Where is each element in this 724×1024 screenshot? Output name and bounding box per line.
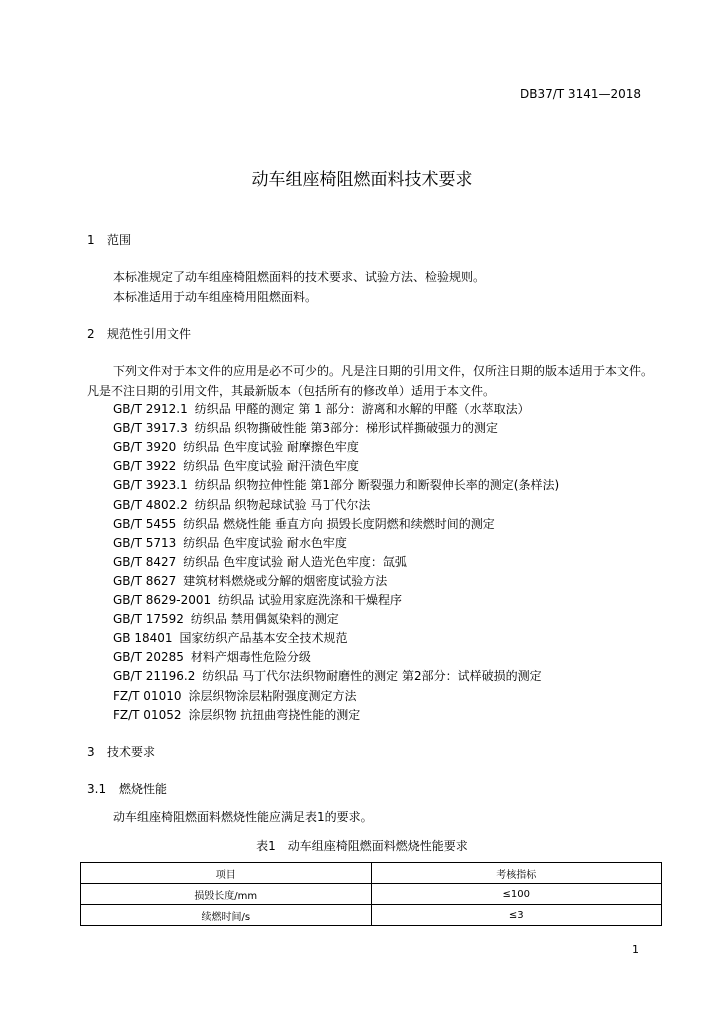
reference-item (113, 553, 407, 570)
reference-code: GB/T 3922 (113, 459, 177, 473)
reference-title: 建筑材料燃烧或分解的烟密度试验方法 (183, 574, 388, 588)
reference-title: 涂层织物 抗扭曲弯挠性能的测定 (188, 708, 361, 722)
reference-item (113, 629, 348, 646)
reference-item (113, 438, 359, 455)
section-1-heading (87, 231, 131, 248)
section-3-1-heading (87, 780, 167, 797)
section-title: 燃烧性能 (119, 782, 168, 796)
reference-code: GB/T 3920 (113, 440, 177, 454)
document-title: 动车组座椅阻燃面料技术要求 (251, 170, 473, 190)
combustion-paragraph: 动车组座椅阻燃面料燃烧性能应满足表1的要求。 (113, 810, 373, 824)
reference-code: GB/T 8627 (113, 574, 177, 588)
reference-title: 纺织品 甲醛的测定 第 1 部分：游离和水解的甲醛（水萃取法） (194, 402, 530, 416)
reference-code: FZ/T 01010 (113, 689, 182, 703)
table-cell: 损毁长度/mm (81, 884, 372, 905)
reference-item (113, 534, 347, 551)
section-number: 3.1 (87, 782, 107, 796)
reference-title: 纺织品 马丁代尔法织物耐磨性的测定 第2部分：试样破损的测定 (202, 669, 542, 683)
reference-code: GB/T 3923.1 (113, 478, 188, 492)
reference-item (113, 572, 387, 589)
section-3-heading (87, 743, 155, 760)
reference-item (113, 706, 360, 723)
section-number: 2 (87, 327, 95, 341)
reference-item (113, 515, 495, 532)
reference-title: 纺织品 织物撕破性能 第3部分：梯形试样撕破强力的测定 (194, 421, 498, 435)
reference-title: 纺织品 织物拉伸性能 第1部分 断裂强力和断裂伸长率的测定(条样法) (194, 478, 560, 492)
section-title: 规范性引用文件 (107, 327, 192, 341)
reference-code: GB/T 5713 (113, 536, 177, 550)
reference-item (113, 610, 339, 627)
reference-item (113, 591, 402, 608)
reference-title: 国家纺织产品基本安全技术规范 (179, 631, 348, 645)
reference-title: 纺织品 色牢度试验 耐摩擦色牢度 (183, 440, 359, 454)
reference-code: GB/T 21196.2 (113, 669, 196, 683)
reference-code: GB 18401 (113, 631, 173, 645)
reference-title: 材料产烟毒性危险分级 (190, 650, 311, 664)
table-row (81, 884, 662, 905)
reference-code: FZ/T 01052 (113, 708, 182, 722)
reference-title: 纺织品 燃烧性能 垂直方向 损毁长度阴燃和续燃时间的测定 (183, 517, 495, 531)
references-intro: 下列文件对于本文件的应用是必不可少的。凡是注日期的引用文件，仅所注日期的版本适用于本文件。凡是不注日期的引用文件，其最新版本（包括所有的修改单）适用于本文件。 (87, 364, 654, 398)
reference-title: 纺织品 色牢度试验 耐汗渍色牢度 (183, 459, 359, 473)
section-title: 范围 (107, 233, 132, 247)
reference-item (113, 457, 359, 474)
column-header-item: 项目 (81, 863, 372, 884)
reference-code: GB/T 5455 (113, 517, 177, 531)
standard-number: DB37/T 3141—2018 (520, 87, 642, 101)
reference-title: 涂层织物涂层粘附强度测定方法 (188, 689, 357, 703)
reference-item (113, 400, 530, 417)
reference-item (113, 648, 311, 665)
reference-item (113, 687, 357, 704)
reference-code: GB/T 2912.1 (113, 402, 188, 416)
reference-code: GB/T 4802.2 (113, 498, 188, 512)
reference-title: 纺织品 织物起球试验 马丁代尔法 (194, 498, 371, 512)
section-number: 1 (87, 233, 95, 247)
reference-code: GB/T 8427 (113, 555, 177, 569)
reference-code: GB/T 8629-2001 (113, 593, 212, 607)
table-cell: 续燃时间/s (81, 905, 372, 926)
section-title: 技术要求 (107, 745, 156, 759)
reference-item (113, 419, 498, 436)
reference-item (113, 476, 559, 493)
page-number: 1 (632, 943, 639, 956)
reference-code: GB/T 20285 (113, 650, 184, 664)
table-header-row (81, 863, 662, 884)
reference-code: GB/T 17592 (113, 612, 184, 626)
reference-code: GB/T 3917.3 (113, 421, 188, 435)
table-row (81, 905, 662, 926)
reference-title: 纺织品 试验用家庭洗涤和干燥程序 (218, 593, 402, 607)
scope-paragraph-2: 本标准适用于动车组座椅用阻燃面料。 (113, 290, 318, 304)
reference-item (113, 496, 370, 513)
column-header-index: 考核指标 (371, 863, 662, 884)
table-cell: ≤100 (371, 884, 662, 905)
reference-title: 纺织品 色牢度试验 耐水色牢度 (183, 536, 347, 550)
section-2-heading (87, 325, 191, 342)
reference-title: 纺织品 禁用偶氮染料的测定 (190, 612, 339, 626)
reference-item (113, 667, 542, 684)
reference-title: 纺织品 色牢度试验 耐人造光色牢度：氙弧 (183, 555, 407, 569)
table-caption: 表1 动车组座椅阻燃面料燃烧性能要求 (256, 839, 468, 853)
scope-paragraph-1: 本标准规定了动车组座椅阻燃面料的技术要求、试验方法、检验规则。 (113, 270, 486, 284)
section-number: 3 (87, 745, 95, 759)
table-cell: ≤3 (371, 905, 662, 926)
requirements-table (80, 862, 662, 926)
